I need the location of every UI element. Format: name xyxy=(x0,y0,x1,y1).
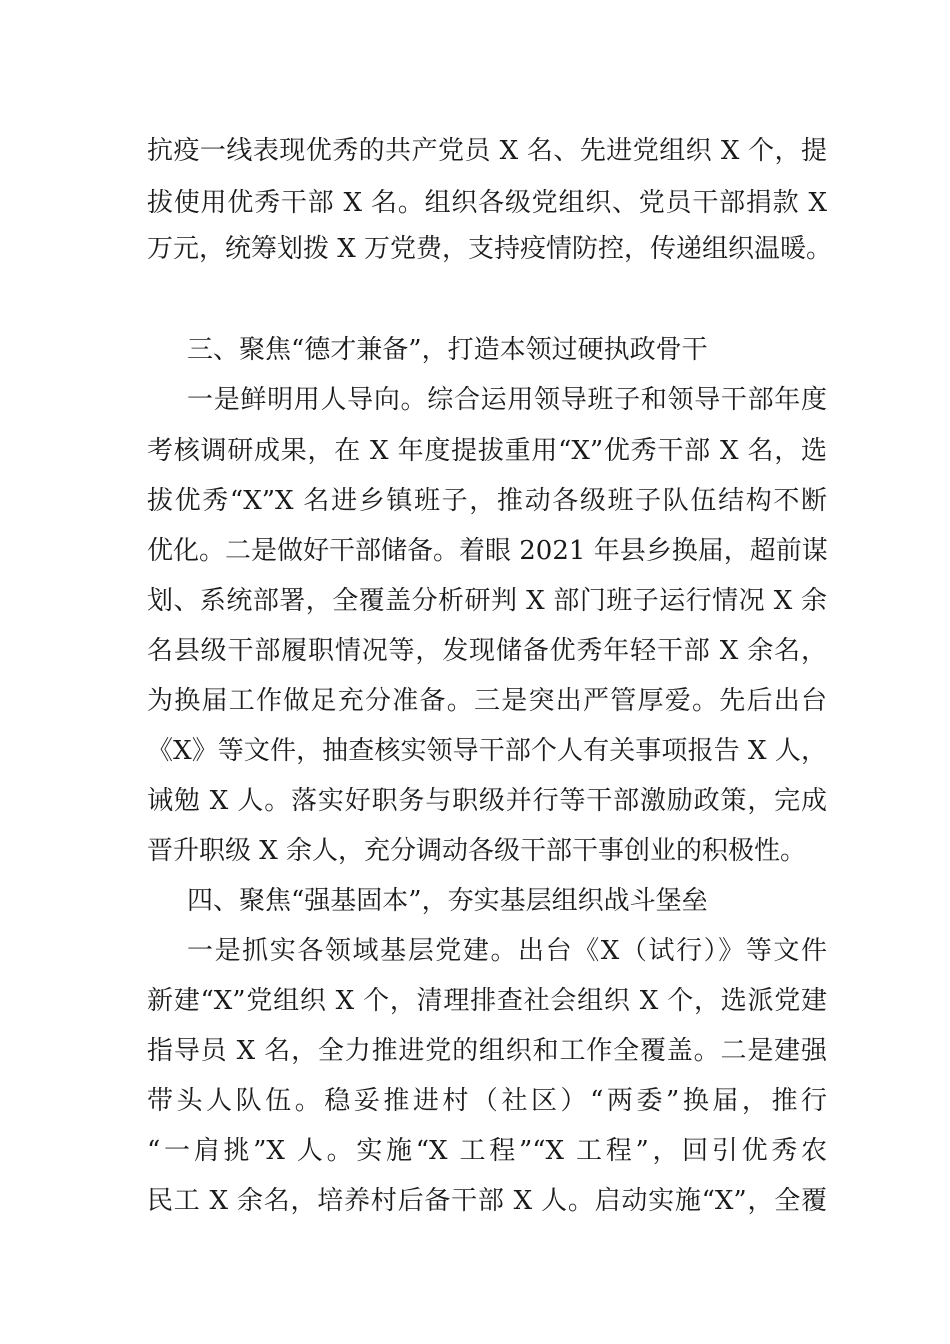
paragraph-line: 指导员 X 名，全力推进党的组织和工作全覆盖。二是建强 xyxy=(147,1036,827,1066)
paragraph-line: 万元，统筹划拨 X 万党费，支持疫情防控，传递组织温暖。 xyxy=(147,234,833,264)
paragraph-line: 考核调研成果，在 X 年度提拔重用“X”优秀干部 X 名，选 xyxy=(147,436,827,466)
paragraph-line: 优化。二是做好干部储备。着眼 2021 年县乡换届，超前谋 xyxy=(147,536,828,566)
paragraph-line: 一是抓实各领域基层党建。出台《X（试行）》等文件 xyxy=(187,936,827,966)
paragraph-line: 新建“X”党组织 X 个，清理排查社会组织 X 个，选派党建 xyxy=(147,986,827,1016)
paragraph-line: 划、系统部署，全覆盖分析研判 X 部门班子运行情况 X 余 xyxy=(147,586,827,616)
section-heading: 三、聚焦“德才兼备”，打造本领过硬执政骨干 xyxy=(187,335,708,365)
paragraph-line: 拔使用优秀干部 X 名。组织各级党组织、党员干部捐款 X xyxy=(147,188,827,218)
paragraph-line: 名县级干部履职情况等，发现储备优秀年轻干部 X 余名， xyxy=(147,636,827,666)
paragraph-line: 抗疫一线表现优秀的共产党员 X 名、先进党组织 X 个，提 xyxy=(147,136,827,166)
paragraph-line: 晋升职级 X 余人，充分调动各级干部干事创业的积极性。 xyxy=(147,836,807,866)
paragraph-line: 带头人队伍。稳妥推进村（社区）“两委”换届，推行 xyxy=(147,1086,827,1116)
paragraph-line: “一肩挑”X 人。实施“X 工程”“X 工程”，回引优秀农 xyxy=(147,1136,827,1166)
paragraph-line: 为换届工作做足充分准备。三是突出严管厚爱。先后出台 xyxy=(147,686,827,716)
paragraph-line: 《X》等文件，抽查核实领导干部个人有关事项报告 X 人， xyxy=(147,736,827,766)
paragraph-line: 一是鲜明用人导向。综合运用领导班子和领导干部年度 xyxy=(187,385,827,415)
paragraph-line: 拔优秀“X”X 名进乡镇班子，推动各级班子队伍结构不断 xyxy=(147,486,827,516)
paragraph-line: 民工 X 余名，培养村后备干部 X 人。启动实施“X”，全覆 xyxy=(147,1186,827,1216)
paragraph-line: 诫勉 X 人。落实好职务与职级并行等干部激励政策，完成 xyxy=(147,786,827,816)
section-heading: 四、聚焦“强基固本”，夯实基层组织战斗堡垒 xyxy=(187,886,708,916)
